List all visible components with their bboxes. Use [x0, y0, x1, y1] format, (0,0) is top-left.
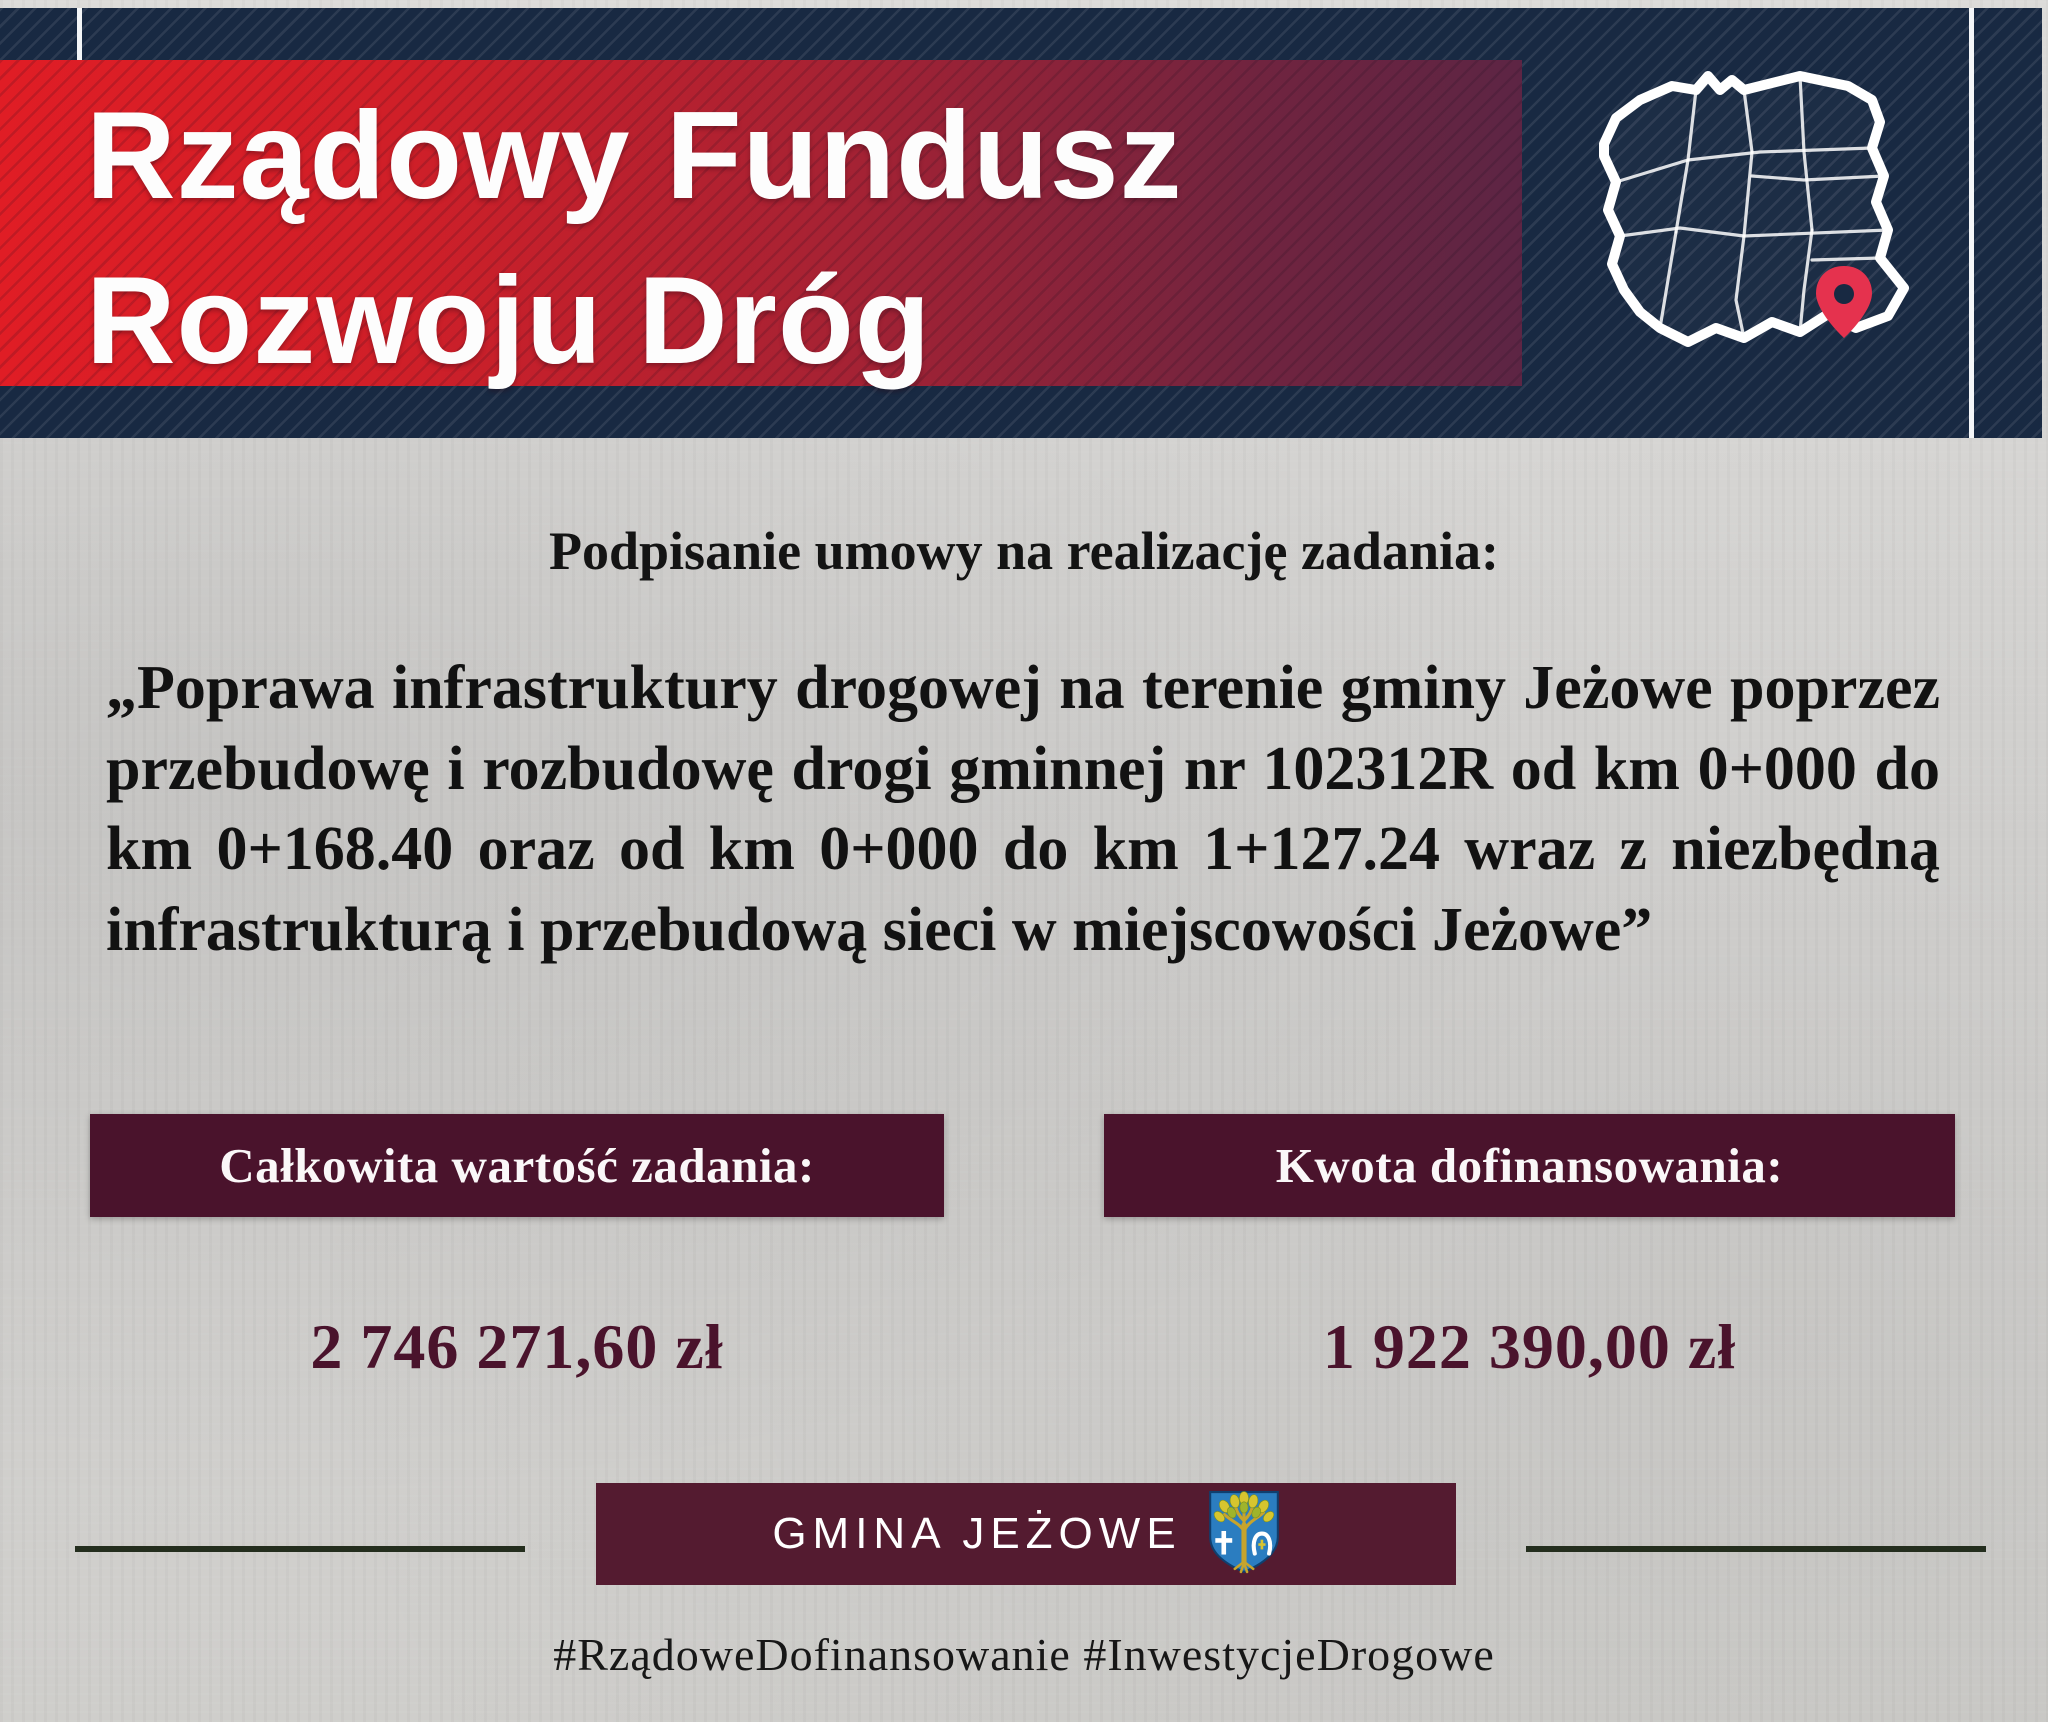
task-description: „Poprawa infrastruktury drogowej na terenie gminy Jeżowe poprzez przebudowę i rozbudowę drogi gminnej nr 102312R od km 0+000 do km 0+168.40 oraz od km 0+000 do km 1+127.24 wraz z niezbędną infrastrukturą i przebudową sieci w miejscowości Jeżowe”	[106, 654, 1940, 964]
left-divider-line	[75, 1546, 525, 1552]
coat-of-arms-icon	[1208, 1490, 1280, 1579]
fund-title-line1: Rządowy Fundusz	[86, 87, 1183, 225]
funding-amount: 1 922 390,00 zł	[1322, 1311, 1737, 1382]
header-left-divider	[77, 8, 82, 62]
funding-label: Kwota dofinansowania:	[1275, 1138, 1784, 1193]
municipality-banner	[596, 1483, 1456, 1585]
total-value-amount: 2 746 271,60 zł	[310, 1311, 724, 1382]
header-band	[0, 8, 2042, 438]
header-right-divider	[1969, 8, 1974, 438]
total-value-label: Całkowita wartość zadania:	[219, 1138, 815, 1193]
fund-title	[0, 60, 1522, 404]
municipality-name: GMINA JEŻOWE	[772, 1509, 1182, 1558]
fund-title-banner	[0, 60, 1522, 390]
page-title: Podpisanie umowy na realizację zadania:	[549, 521, 1499, 581]
hashtags: #RządoweDofinansowanie #InwestycjeDrogowe	[553, 1629, 1495, 1680]
funding-bar	[1104, 1114, 1955, 1217]
poland-map-icon	[1564, 60, 1964, 396]
fund-title-line2: Rozwoju Dróg	[86, 251, 932, 390]
total-value-bar	[90, 1114, 944, 1217]
right-divider-line	[1526, 1546, 1986, 1552]
